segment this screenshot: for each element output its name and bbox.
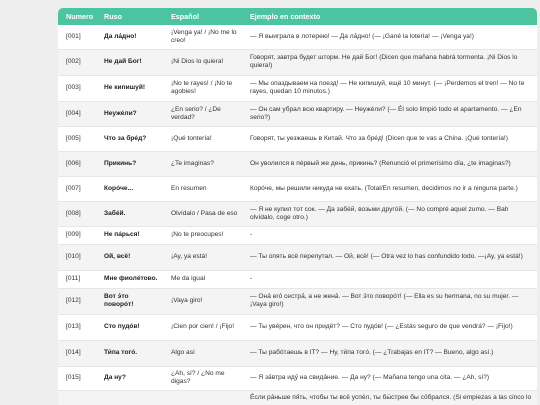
russian-phrase: Да ла́дно! [96,25,163,49]
spanish-translation: ¡Ni Dios lo quiera! [163,49,242,75]
row-number: [007] [58,176,96,201]
russian-phrase: Ти́па тогó. [96,340,163,366]
empty-cell [163,390,242,405]
table-row [58,288,537,314]
spanish-translation: ¡No te preocupes! [163,226,242,244]
table-header [58,8,537,25]
russian-phrase: Вот э́то поворóт! [96,288,163,314]
table-row [58,270,537,288]
table-row [58,126,537,151]
example-context: Говорят, ты уезжаешь в Китай. Что за брéд! (Dicen que te vas a China. ¡Qué tontería!) [242,126,537,151]
example-context: Корóче, мы решили никуда не ехать. (Total/En resumen, decidimos no ir a ninguna parte.) [242,176,537,201]
russian-phrase: Не кипишуй! [96,75,163,101]
example-context: — Я не купил тот сок. — Да забéй, возьми другóй. (— No compré aquel zumo. — Bah olvídalo, coge otro.) [242,201,537,226]
spanish-translation: Me da igual [163,270,242,288]
example-context: Говорят, завтра будет шторм. Не дай Бог! (Dicen que mañana habrá tormenta. ¡Ni Dios lo quiera!) [242,49,537,75]
row-number: [002] [58,49,96,75]
table-row [58,226,537,244]
russian-phrase: Не дай Бог! [96,49,163,75]
spanish-translation: ¡Ay, ya está! [163,244,242,270]
russian-phrase: Мне фиолéтово. [96,270,163,288]
row-number: [009] [58,226,96,244]
example-context: — Ты увéрен, что он придёт? — Сто пудóв! (— ¿Estás seguro de que vendrá? — ¡Fijo!) [242,314,537,340]
example-context: - [242,226,537,244]
russian-phrase: Забéй. [96,201,163,226]
table-row [58,366,537,390]
spanish-translation: ¡Cien por cien! / ¡Fijo! [163,314,242,340]
russian-phrase: Не пáрься! [96,226,163,244]
russian-phrase: Прикинь? [96,151,163,176]
phrases-table-container [58,8,537,405]
spanish-translation: ¿En serio? / ¿De verdad? [163,101,242,126]
russian-phrase: Корóче... [96,176,163,201]
table-body [58,25,537,405]
header-ejemplo: Ejemplo en contexto [250,12,321,21]
table-row [58,201,537,226]
spanish-translation: ¿Ah, sí? / ¿No me digas? [163,366,242,390]
spanish-translation: ¡Qué tontería! [163,126,242,151]
table-row [58,151,537,176]
table-row [58,340,537,366]
row-number: [010] [58,244,96,270]
spanish-translation: ¿Te imaginas? [163,151,242,176]
russian-phrase: Да ну? [96,366,163,390]
russian-phrase: Что за брéд? [96,126,163,151]
russian-phrase: Сто пудóв! [96,314,163,340]
row-number: [006] [58,151,96,176]
example-context: — Он сам убрал всю квартиру. — Неужéли? (— Él solo limpió todo el apartamento. — ¿En serio?) [242,101,537,126]
russian-phrase: Неужéли? [96,101,163,126]
example-context: — Я за́втра иду́ на свида́ние. — Да ну? (— Mañana tengo una cita. — ¿Ah, sí?) [242,366,537,390]
russian-phrase: Ой, всё! [96,244,163,270]
empty-cell [96,390,163,405]
phrases-table [58,8,537,405]
spanish-translation: ¡Vaya giro! [163,288,242,314]
table-row [58,176,537,201]
spanish-translation: ¡Venga ya! / ¡No me lo creo! [163,25,242,49]
header-row [58,8,537,25]
row-number: [008] [58,201,96,226]
table-row [58,49,537,75]
table-row-partial [58,390,537,405]
example-context: — Ты опять всё перепутал. — Ой, всё! (— Otra vez lo has confundido todo. —¡Ay, ya está!) [242,244,537,270]
row-number: [001] [58,25,96,49]
table-row [58,101,537,126]
row-number: [005] [58,126,96,151]
table-row [58,75,537,101]
table-row [58,244,537,270]
row-number: [004] [58,101,96,126]
spanish-translation: Olvídalo / Pasa de eso [163,201,242,226]
empty-cell [58,390,96,405]
table-row [58,314,537,340]
example-context: Он уволился в пéрвый же день, прикинь? (Renunció el primerísimo día, ¿te imaginas?) [242,151,537,176]
row-number: [013] [58,314,96,340]
table-row [58,25,537,49]
header-espanol: Español [171,12,199,21]
example-context: — Я выиграла в лотерею! — Да ла́дно! (— ¡Gané la lotería! — ¡Venga ya!) [242,25,537,49]
example-context: — Она́ его́ сестра́, а не жена́. — Вот э́то поворóт! (— Ella es su hermana, no su mujer. — ¡Vaya giro!) [242,288,537,314]
spanish-translation: ¡No te rayes! / ¡No te agobies! [163,75,242,101]
row-number: [003] [58,75,96,101]
example-context: - [242,270,537,288]
example-context: Éсли ра́ньше пя́ть, чтобы ты всё успéл, ты бы́стрее бы со́брался. (Si empiezas a las cinco lo [242,390,537,405]
row-number: [015] [58,366,96,390]
example-context: — Ты рабóтаешь в IT? — Ну, ти́па тогó. (— ¿Trabajas en IT? — Bueno, algo así.) [242,340,537,366]
row-number: [012] [58,288,96,314]
example-context: — Мы опаздываем на поезд! — Не кипишуй, ещё 10 минут. (— ¡Perdemos el tren! — No te rayes, quedan 10 minutos.) [242,75,537,101]
header-numero: Numero [66,12,94,21]
spanish-translation: Algo así [163,340,242,366]
header-ruso: Ruso [104,12,122,21]
row-number: [014] [58,340,96,366]
row-number: [011] [58,270,96,288]
spanish-translation: En resumen [163,176,242,201]
